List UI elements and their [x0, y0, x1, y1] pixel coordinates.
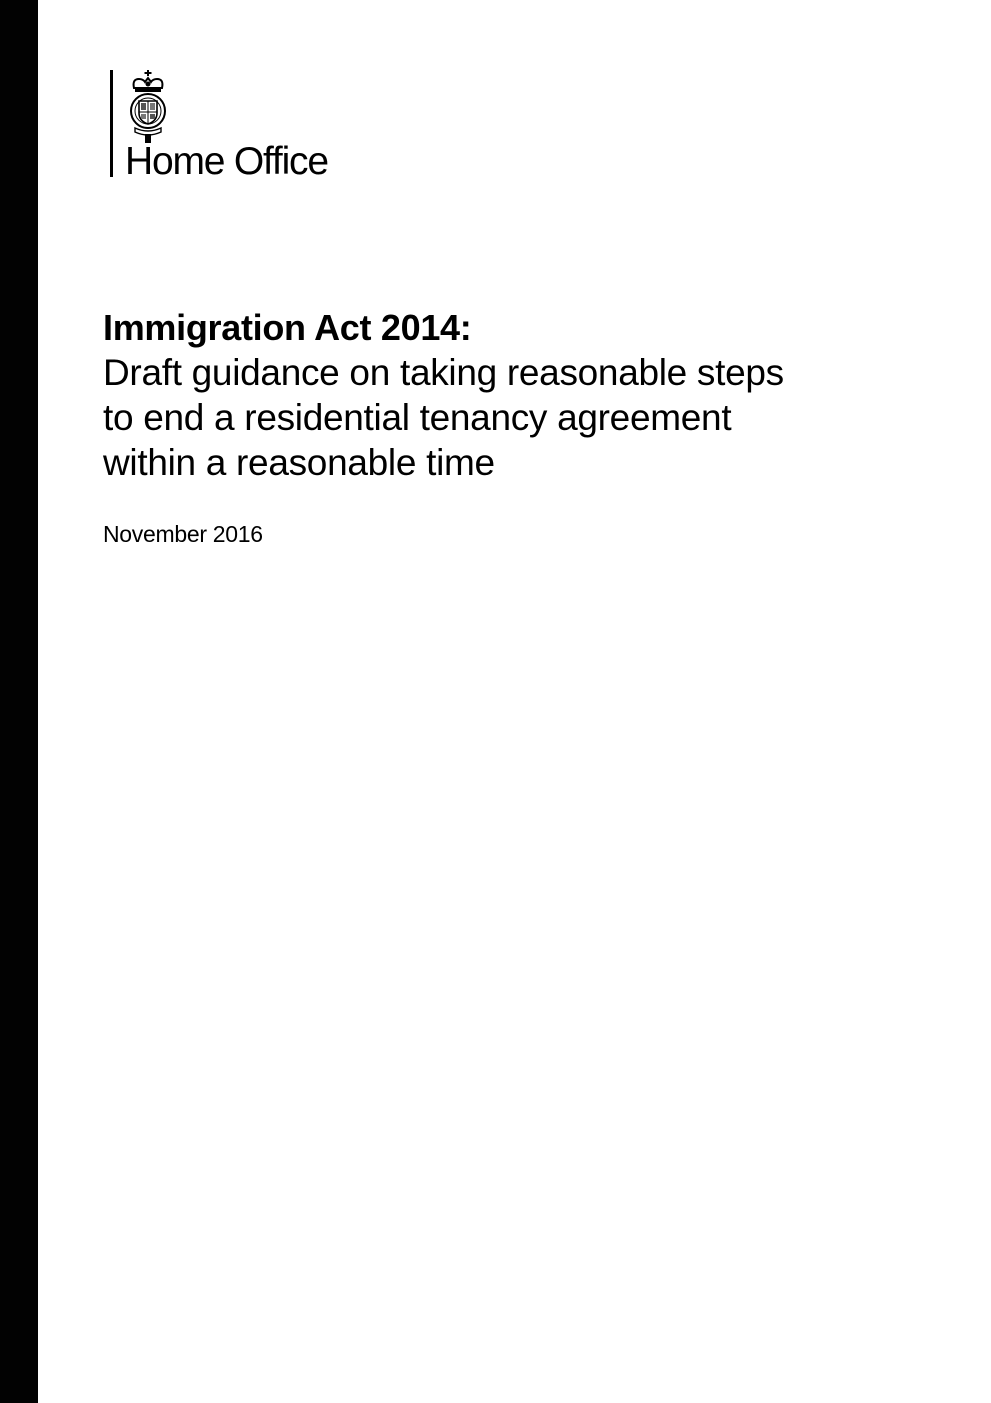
organisation-name: Home Office	[125, 140, 328, 183]
publication-date: November 2016	[103, 521, 263, 547]
document-title	[103, 306, 903, 485]
side-bar	[0, 0, 38, 1403]
title-heading: Immigration Act 2014:	[103, 307, 472, 348]
royal-coat-of-arms-icon	[126, 70, 170, 146]
title-subtitle-line: Draft guidance on taking reasonable steps	[103, 352, 784, 393]
title-subtitle-line: to end a residential tenancy agreement	[103, 397, 732, 438]
logo-rule	[110, 70, 113, 177]
title-subtitle-line: within a reasonable time	[103, 442, 495, 483]
